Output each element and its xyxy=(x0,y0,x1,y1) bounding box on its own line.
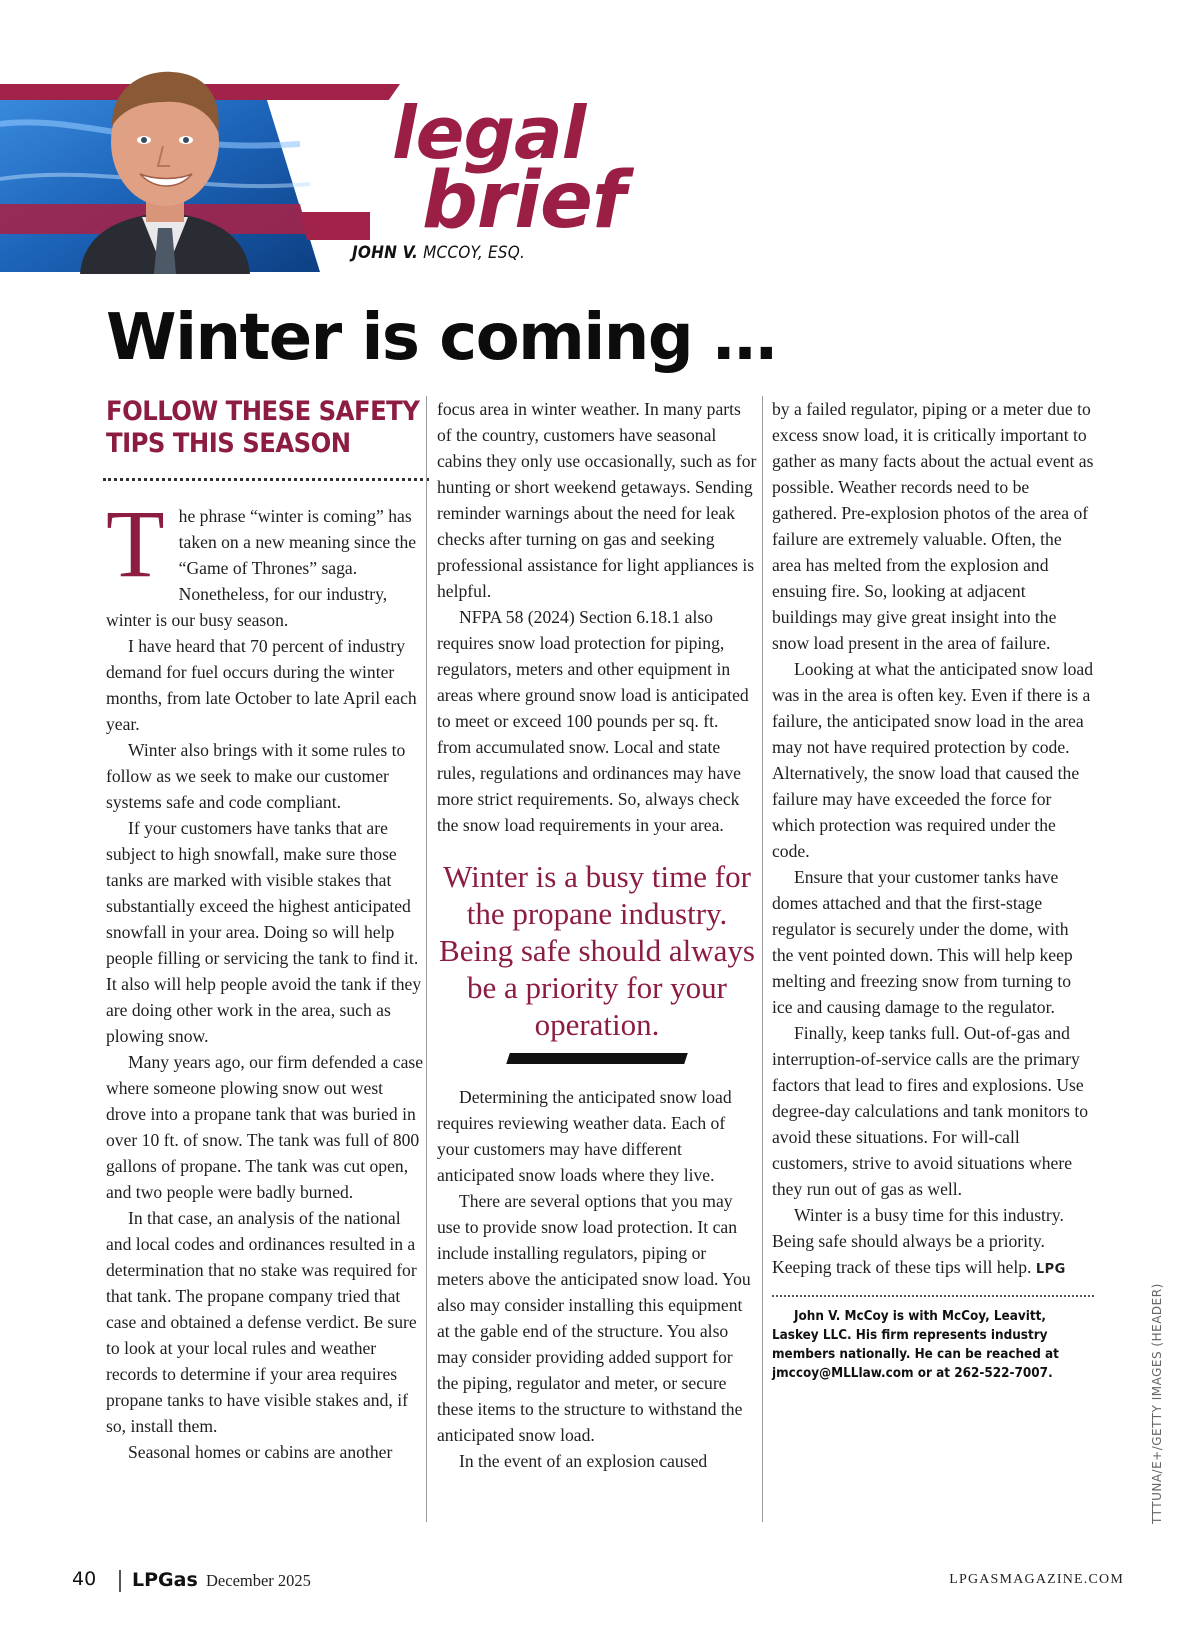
paragraph: In the event of an explosion caused xyxy=(459,1451,708,1471)
paragraph xyxy=(772,1202,1094,1283)
paragraph-text: he phrase “winter is coming” has taken on a new meaning since the “Game of Thrones” saga. Nonetheless, for our industry, winter is our busy season. xyxy=(106,506,417,630)
author-bio: John V. McCoy is with McCoy, Leavitt, Laskey LLC. His firm represents industry members nationally. He can be reached at jmccoy@MLLlaw.com or at 262-522-7007. xyxy=(772,1309,1059,1381)
paragraph: Ensure that your customer tanks have domes attached and that the first-stage regulator is securely under the dome, with the vent pointed down. This will help keep melting and freezing snow from turning to ice and causing damage to the regulator. xyxy=(772,867,1073,1017)
kicker-brief: brief xyxy=(422,156,625,247)
issue-date: December 2025 xyxy=(206,1571,311,1590)
byline-name: JOHN V. xyxy=(352,243,419,263)
author-byline xyxy=(352,243,525,263)
page-footer xyxy=(72,1568,1124,1598)
paragraph: focus area in winter weather. In many parts of the country, customers have seasonal cabins they only use occasionally, such as for hunting or short weekend getaways. Sending reminder warnings about the need for leak checks after turning on gas and seeking professional assistance for light appliances is helpful. xyxy=(437,399,757,601)
byline-rest: MCCOY, ESQ. xyxy=(423,243,526,263)
paragraph-text: Winter is a busy time for this industry. Being safe should always be a priority. Keeping track of these tips will help. xyxy=(772,1205,1064,1277)
article-deck: FOLLOW THESE SAFETY TIPS THIS SEASON xyxy=(106,396,420,459)
section-kicker xyxy=(392,91,625,247)
page-number: 40 xyxy=(72,1568,97,1590)
pull-quote-bar xyxy=(506,1053,688,1064)
column-1 xyxy=(106,396,426,1465)
paragraph: Looking at what the anticipated snow load was in the area is often key. Even if there is a failure, the anticipated snow load in the area may not have required protection by code. Alternatively, the snow load that caused the failure may have exceeded the force for which protection was required under the code. xyxy=(772,659,1094,861)
dotted-divider xyxy=(103,478,429,481)
author-portrait xyxy=(60,52,270,274)
paragraph: Seasonal homes or cabins are another xyxy=(128,1442,393,1462)
paragraph: I have heard that 70 percent of industry demand for fuel occurs during the winter months, from late October to late April each year. xyxy=(106,636,417,734)
paragraph: by a failed regulator, piping or a meter due to excess snow load, it is critically important to gather as many facts about the actual event as possible. Weather records need to be gathered. Pre-explosion photos of the area of failure are extremely valuable. Often, the area has melted from the explosion and ensuing fire. So, looking at adjacent buildings may give great insight into the snow load present in the area of failure. xyxy=(772,399,1094,653)
paragraph: If your customers have tanks that are subject to high snowfall, make sure those tanks are marked with visible stakes that substantially exceed the highest anticipated snowfall in your area. Doing so will help people filling or servicing the tank to find it. It also will help people avoid the tank if they are doing other work in the area, such as plowing snow. xyxy=(106,818,422,1046)
article-headline: Winter is coming … xyxy=(106,301,776,375)
paragraph: Winter also brings with it some rules to follow as we seek to make our customer systems safe and code compliant. xyxy=(106,740,406,812)
column-rule xyxy=(762,396,763,1522)
paragraph: Determining the anticipated snow load requires reviewing weather data. Each of your customers may have different anticipated snow loads where they live. xyxy=(437,1087,732,1185)
end-signature: LPG xyxy=(1035,1262,1066,1277)
pull-quote: Winter is a busy time for the propane industry. Being safe should always be a priority for your operation. xyxy=(439,859,755,1042)
magazine-logo: LPGas xyxy=(132,1569,198,1591)
website-url: LPGASMAGAZINE.COM xyxy=(949,1572,1124,1587)
header-red-stripe-2 xyxy=(300,212,370,240)
header-red-stripe xyxy=(260,84,400,100)
paragraph: NFPA 58 (2024) Section 6.18.1 also requires snow load protection for piping, regulators, meters and other equipment in areas where ground snow load is anticipated to meet or exceed 100 pounds per sq. ft. from accumulated snow. Local and state rules, regulations and ordinances may have more strict requirements. So, always check the snow load requirements in your area. xyxy=(437,607,749,835)
drop-cap: T xyxy=(106,490,165,597)
column-2 xyxy=(437,396,757,1474)
paragraph: There are several options that you may use to provide snow load protection. It can include installing regulators, piping or meters above the anticipated snow load. You also may consider installing this equipment at the gable end of the structure. You also may consider providing added support for the piping, regulator and meter, or secure these items to the structure to withstand the anticipated snow load. xyxy=(437,1191,751,1445)
footer-separator xyxy=(119,1570,121,1592)
bio-divider xyxy=(772,1295,1094,1297)
kicker-legal: legal xyxy=(392,91,586,175)
paragraph: Finally, keep tanks full. Out-of-gas and interruption-of-service calls are the primary factors that lead to fires and explosions. Use degree-day calculations and tank monitors to avoid these situations. For will-call customers, strive to avoid situations where they run out of gas as well. xyxy=(772,1023,1089,1199)
column-rule xyxy=(426,396,427,1522)
paragraph: In that case, an analysis of the national and local codes and ordinances resulted in a determination that no stake was required for that tank. The propane company tried that case and obtained a defense verdict. Be sure to look at your local rules and weather records to determine if your area requires propane tanks to have visible stakes and, if so, install them. xyxy=(106,1208,417,1436)
photo-credit: TTTUNA/E+/GETTY IMAGES (HEADER) xyxy=(1150,1283,1164,1524)
paragraph xyxy=(106,490,426,633)
paragraph: Many years ago, our firm defended a case where someone plowing snow out west drove into a propane tank that was buried in over 10 ft. of snow. The tank was full of 800 gallons of propane. The tank was cut open, and two people were badly burned. xyxy=(106,1052,424,1202)
column-3 xyxy=(772,396,1094,1383)
